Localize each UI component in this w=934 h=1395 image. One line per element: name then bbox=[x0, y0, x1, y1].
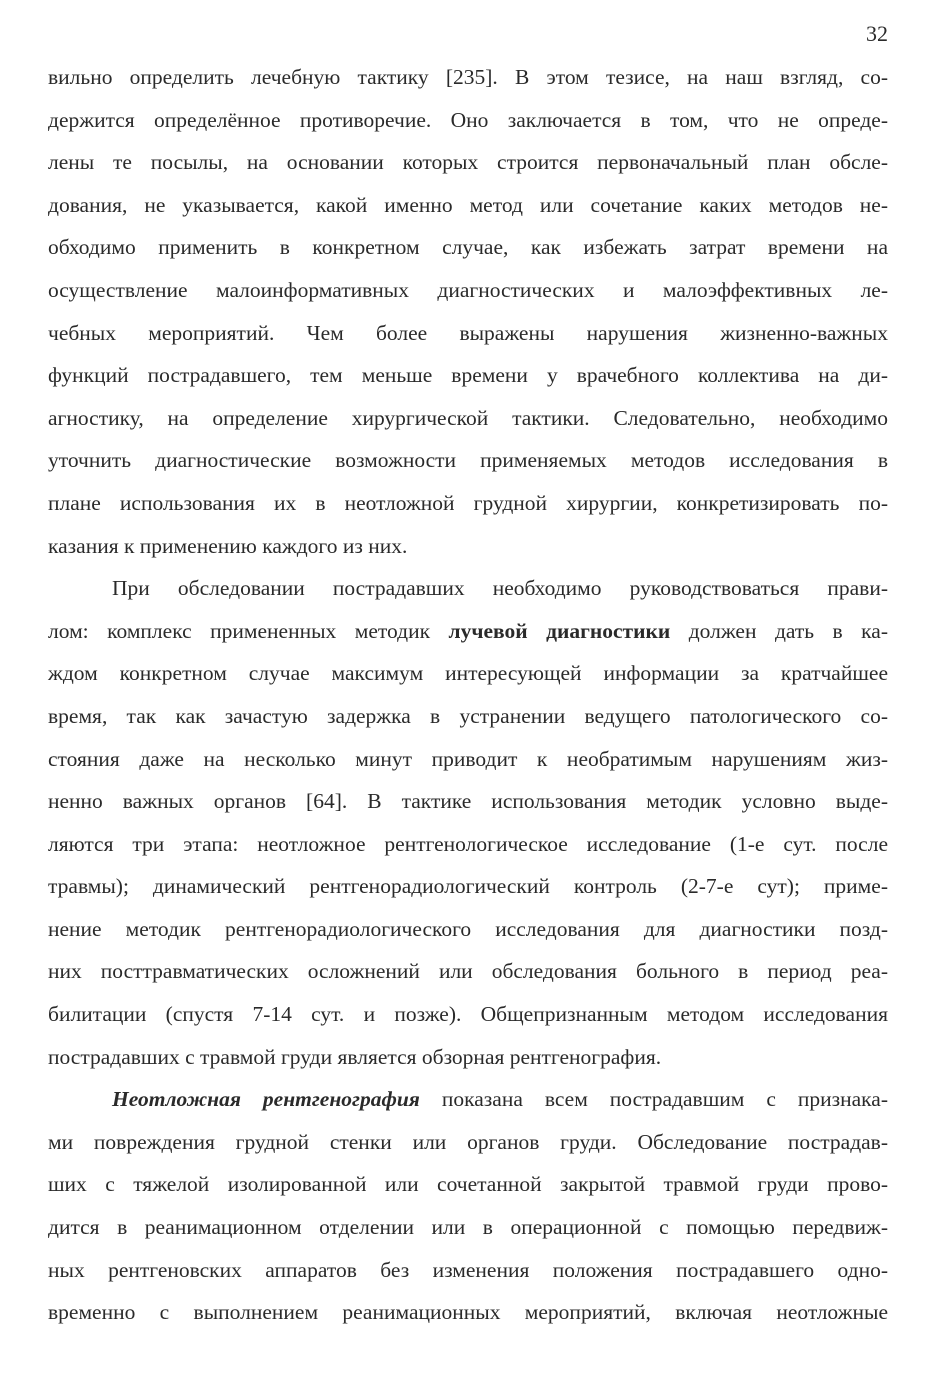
text-line: казания к применению каждого из них. bbox=[48, 533, 408, 558]
text-line: уточнить диагностические возможности применяемых методов исследования в bbox=[48, 448, 888, 473]
text-line: ляются три этапа: неотложное рентгенологическое исследование (1-е сут. после bbox=[48, 831, 888, 856]
paragraph-1 bbox=[48, 56, 888, 567]
text-run: лом: комплекс примененных методик bbox=[48, 618, 449, 643]
text-line: время, так как зачастую задержка в устранении ведущего патологического со- bbox=[48, 703, 888, 728]
text-line: дования, не указывается, какой именно метод или сочетание каких методов не- bbox=[48, 192, 888, 217]
text-line: нение методик рентгенорадиологического исследования для диагностики позд- bbox=[48, 916, 888, 941]
text-run: должен дать в ка- bbox=[670, 618, 888, 643]
text-line: ных рентгеновских аппаратов без изменения положения пострадавшего одно- bbox=[48, 1257, 888, 1282]
text-line: лены те посылы, на основании которых строится первоначальный план обсле- bbox=[48, 150, 888, 175]
document-body bbox=[48, 56, 888, 1334]
text-line: агностику, на определение хирургической тактики. Следовательно, необходимо bbox=[48, 405, 888, 430]
text-line: них посттравматических осложнений или обследования больного в период реа- bbox=[48, 959, 888, 984]
text-line: плане использования их в неотложной грудной хирургии, конкретизировать по- bbox=[48, 490, 888, 515]
text-line: травмы); динамический рентгенорадиологический контроль (2-7-е сут); приме- bbox=[48, 874, 888, 899]
text-line: временно с выполнением реанимационных мероприятий, включая неотложные bbox=[48, 1300, 888, 1325]
text-line: При обследовании пострадавших необходимо руководствоваться прави- bbox=[112, 576, 888, 601]
bold-term: лучевой диагностики bbox=[448, 618, 671, 643]
text-line bbox=[48, 610, 888, 653]
text-line: пострадавших с травмой груди является обзорная рентгенография. bbox=[48, 1044, 662, 1069]
text-line: ждом конкретном случае максимум интересующей информации за кратчайшее bbox=[48, 661, 888, 686]
text-line: ненно важных органов [64]. В тактике использования методик условно выде- bbox=[48, 789, 888, 814]
text-line: осуществление малоинформативных диагностических и малоэффективных ле- bbox=[48, 277, 888, 302]
text-line: ших с тяжелой изолированной или сочетанной закрытой травмой груди прово- bbox=[48, 1172, 888, 1197]
paragraph-3 bbox=[48, 1078, 888, 1334]
page-number: 32 bbox=[866, 21, 888, 46]
paragraph-2 bbox=[48, 567, 888, 1078]
text-run: показана всем пострадавшим с признака- bbox=[419, 1087, 888, 1112]
text-line: билитации (спустя 7-14 сут. и позже). Общепризнанным методом исследования bbox=[48, 1002, 888, 1027]
text-line: ми повреждения грудной стенки или органов груди. Обследование пострадав- bbox=[48, 1129, 888, 1154]
text-line: дится в реанимационном отделении или в операционной с помощью передвиж- bbox=[48, 1215, 888, 1240]
text-line: чебных мероприятий. Чем более выражены нарушения жизненно-важных bbox=[48, 320, 888, 345]
text-line: держится определённое противоречие. Оно заключается в том, что не опреде- bbox=[48, 107, 888, 132]
bold-italic-term: Неотложная рентгенография bbox=[112, 1087, 420, 1112]
text-line: функций пострадавшего, тем меньше времени у врачебного коллектива на ди- bbox=[48, 363, 888, 388]
text-line: стояния даже на несколько минут приводит к необратимым нарушениям жиз- bbox=[48, 746, 888, 771]
text-line bbox=[48, 1078, 888, 1121]
text-line: обходимо применить в конкретном случае, как избежать затрат времени на bbox=[48, 235, 888, 260]
text-line: вильно определить лечебную тактику [235]. В этом тезисе, на наш взгляд, со- bbox=[48, 65, 888, 89]
